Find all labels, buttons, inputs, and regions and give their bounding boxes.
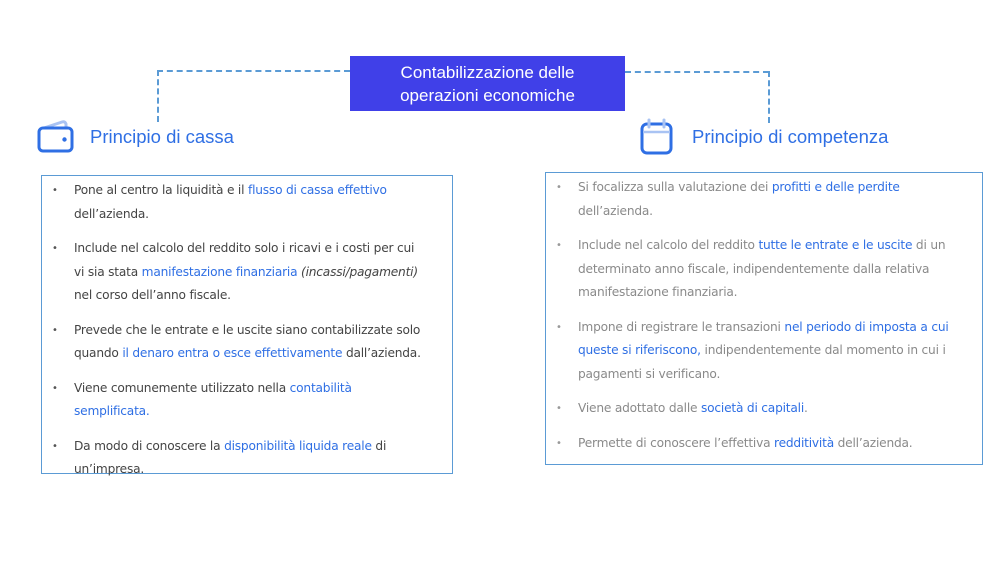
- list-item: • Pone al centro la liquidità e il flusso di cassa effettivo dell’azienda.: [42, 179, 428, 226]
- calendar-icon: [638, 117, 678, 157]
- heading-principio-competenza: [638, 117, 888, 157]
- title-line-2: operazioni economiche: [400, 85, 575, 105]
- card-principio-cassa: [41, 175, 453, 474]
- connector-right-horizontal: [625, 71, 769, 73]
- heading-label: Principio di competenza: [692, 126, 889, 147]
- diagram-title: [350, 56, 625, 111]
- connector-left-horizontal: [157, 70, 350, 72]
- list-item: • Include nel calcolo del reddito solo i ricavi e i costi per cui vi sia stata manifestazione finanziaria (incassi/pagamenti) nel corso dell’anno fiscale.: [42, 237, 428, 308]
- list-item: • Da modo di conoscere la disponibilità liquida reale di un’impresa.: [42, 435, 428, 482]
- list-item: • Impone di registrare le transazioni nel periodo di imposta a cui queste si riferiscono, indipendentemente dal momento in cui i pagamenti si verificano.: [546, 316, 968, 387]
- bullet-list: [546, 176, 968, 455]
- list-item: • Permette di conoscere l’effettiva redditività dell’azienda.: [546, 432, 968, 456]
- heading-label: Principio di cassa: [90, 126, 234, 147]
- bullet-list: [42, 179, 428, 482]
- connector-left-vertical: [157, 70, 159, 122]
- connector-right-vertical: [768, 71, 770, 123]
- wallet-icon: [36, 117, 76, 157]
- list-item: • Viene comunemente utilizzato nella contabilità semplificata.: [42, 377, 428, 424]
- list-item: • Prevede che le entrate e le uscite siano contabilizzate solo quando il denaro entra o esce effettivamente dall’azienda.: [42, 319, 428, 366]
- list-item: • Si focalizza sulla valutazione dei profitti e delle perdite dell’azienda.: [546, 176, 968, 223]
- list-item: • Include nel calcolo del reddito tutte le entrate e le uscite di un determinato anno fiscale, indipendentemente dalla relativa manifestazione finanziaria.: [546, 234, 968, 305]
- card-principio-competenza: [545, 172, 983, 465]
- list-item: • Viene adottato dalle società di capitali.: [546, 397, 968, 421]
- title-line-1: Contabilizzazione delle: [400, 62, 575, 82]
- heading-principio-cassa: [36, 117, 234, 157]
